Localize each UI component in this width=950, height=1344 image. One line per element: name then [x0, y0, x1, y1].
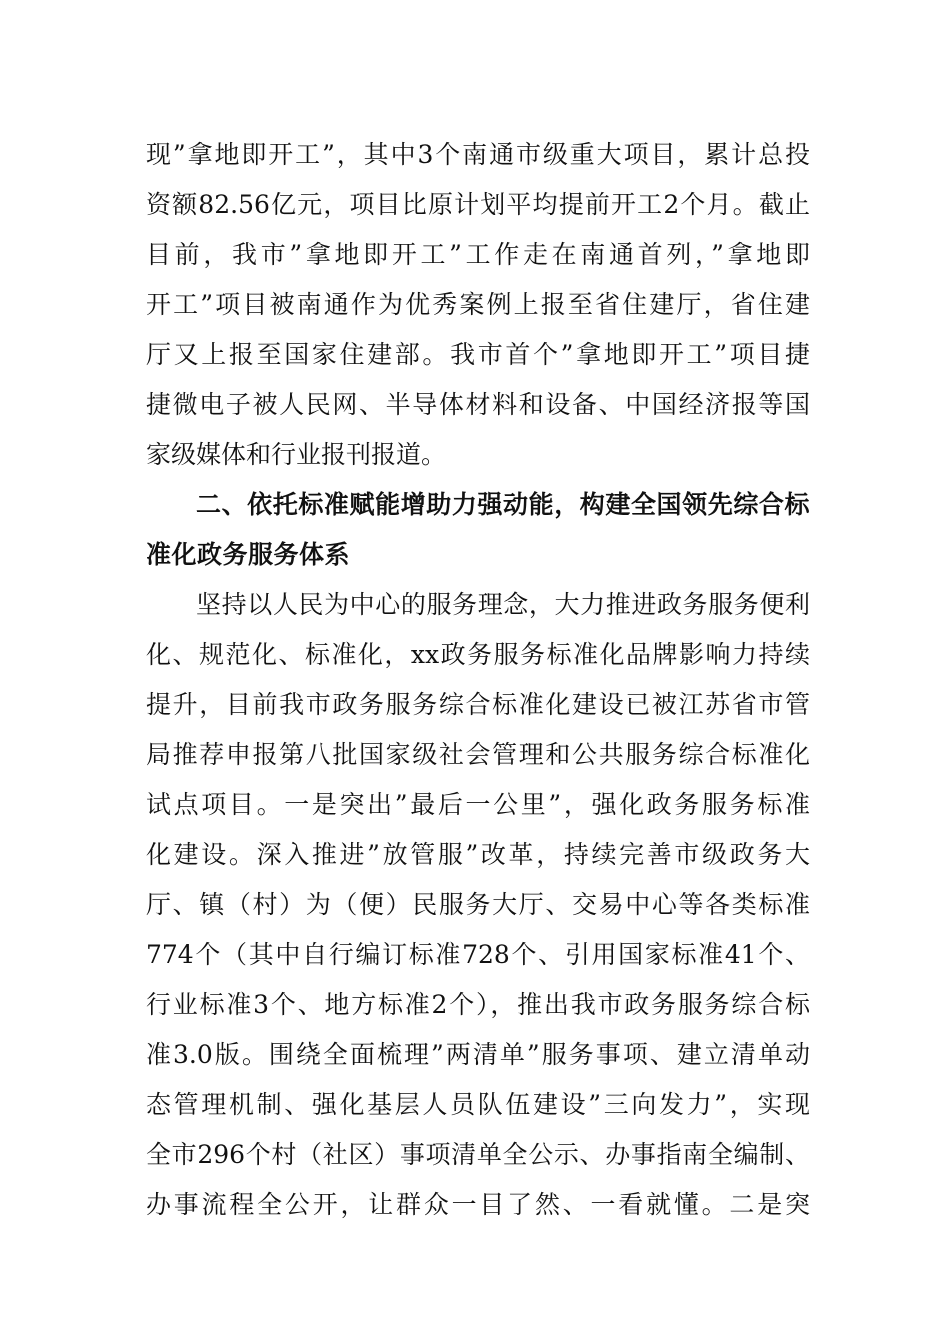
paragraph-2-line-6: 化建设。深入推进”放管服”改革，持续完善市级政务大 [146, 840, 810, 869]
paragraph-2-line-11: 态管理机制、强化基层人员队伍建设”三向发力”，实现 [146, 1090, 810, 1119]
paragraph-1-line-7: 家级媒体和行业报刊报道。 [146, 440, 447, 469]
paragraph-1-line-2: 资额82.56亿元，项目比原计划平均提前开工2个月。截止 [146, 190, 810, 219]
paragraph-2-line-10: 准3.0版。围绕全面梳理”两清单”服务事项、建立清单动 [146, 1040, 810, 1069]
paragraph-2-line-1: 坚持以人民为中心的服务理念，大力推进政务服务便利 [196, 590, 810, 619]
section-heading-line-1: 二、依托标准赋能增助力强动能，构建全国领先综合标 [196, 490, 810, 519]
paragraph-2-line-8: 774个（其中自行编订标准728个、引用国家标准41个、 [146, 940, 810, 969]
paragraph-1-line-1: 现”拿地即开工”，其中3个南通市级重大项目，累计总投 [146, 140, 810, 169]
paragraph-2-line-9: 行业标准3个、地方标准2个），推出我市政务服务综合标 [146, 990, 810, 1019]
paragraph-2-line-2: 化、规范化、标准化，xx政务服务标准化品牌影响力持续 [146, 640, 810, 669]
paragraph-2-line-4: 局推荐申报第八批国家级社会管理和公共服务综合标准化 [146, 740, 810, 769]
paragraph-2-line-7: 厅、镇（村）为（便）民服务大厅、交易中心等各类标准 [146, 890, 810, 919]
paragraph-1-line-4: 开工”项目被南通作为优秀案例上报至省住建厅，省住建 [146, 290, 810, 319]
section-heading-line-2: 准化政务服务体系 [146, 540, 351, 569]
paragraph-1-line-3: 目前，我市”拿地即开工”工作走在南通首列，”拿地即 [146, 240, 810, 269]
paragraph-2-line-5: 试点项目。一是突出”最后一公里”，强化政务服务标准 [146, 790, 810, 819]
paragraph-1-line-6: 捷微电子被人民网、半导体材料和设备、中国经济报等国 [146, 390, 810, 419]
paragraph-1-line-5: 厅又上报至国家住建部。我市首个”拿地即开工”项目捷 [146, 340, 810, 369]
paragraph-2-line-12: 全市296个村（社区）事项清单全公示、办事指南全编制、 [146, 1140, 810, 1169]
paragraph-2-line-13: 办事流程全公开，让群众一目了然、一看就懂。二是突 [146, 1190, 810, 1219]
paragraph-2-line-3: 提升，目前我市政务服务综合标准化建设已被江苏省市管 [146, 690, 810, 719]
